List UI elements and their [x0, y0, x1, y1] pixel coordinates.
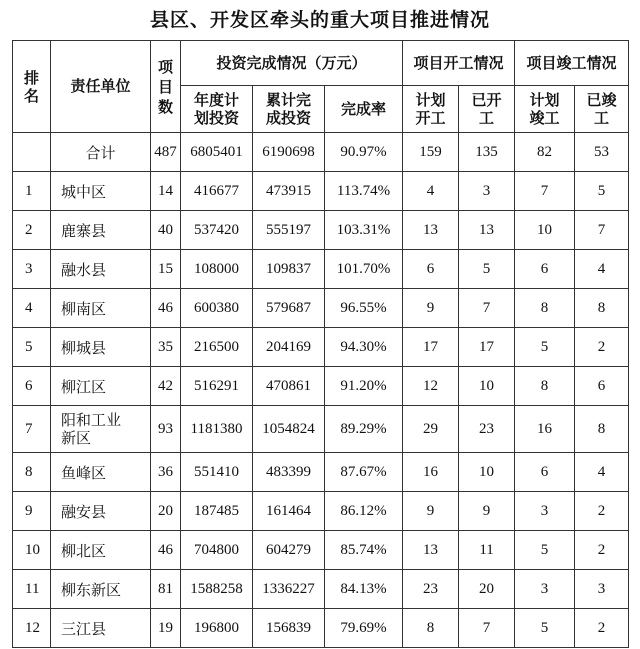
header-started: 已开工 — [459, 86, 515, 133]
plan-start-cell: 6 — [403, 250, 459, 289]
rank-cell: 4 — [13, 289, 51, 328]
page-title: 县区、开发区牵头的重大项目推进情况 — [149, 9, 490, 31]
table-row — [13, 250, 629, 289]
plan-finish-cell: 5 — [515, 609, 575, 648]
rank-cell: 11 — [13, 570, 51, 609]
finished-cell: 4 — [575, 250, 629, 289]
total-annual: 6805401 — [181, 133, 253, 172]
plan-start-cell: 23 — [403, 570, 459, 609]
cumulative-cell: 1336227 — [253, 570, 325, 609]
plan-finish-cell: 16 — [515, 406, 575, 453]
rank-cell: 2 — [13, 211, 51, 250]
finished-cell: 4 — [575, 453, 629, 492]
annual-cell: 537420 — [181, 211, 253, 250]
plan-finish-cell: 7 — [515, 172, 575, 211]
total-plan-start: 159 — [403, 133, 459, 172]
unit-cell: 鱼峰区 — [51, 453, 151, 492]
plan-start-cell: 16 — [403, 453, 459, 492]
header-row-top — [13, 41, 629, 86]
plan-finish-cell: 3 — [515, 570, 575, 609]
header-plan-finish: 计划竣工 — [515, 86, 575, 133]
started-cell: 10 — [459, 453, 515, 492]
plan-finish-cell: 3 — [515, 492, 575, 531]
table-row — [13, 289, 629, 328]
total-cumulative: 6190698 — [253, 133, 325, 172]
annual-cell: 551410 — [181, 453, 253, 492]
count-cell: 81 — [151, 570, 181, 609]
count-cell: 14 — [151, 172, 181, 211]
started-cell: 10 — [459, 367, 515, 406]
table-row-total — [13, 133, 629, 172]
plan-start-cell: 29 — [403, 406, 459, 453]
table-row — [13, 172, 629, 211]
started-cell: 17 — [459, 328, 515, 367]
plan-start-cell: 9 — [403, 492, 459, 531]
header-cumulative: 累计完成投资 — [253, 86, 325, 133]
plan-finish-cell: 8 — [515, 367, 575, 406]
header-finished: 已竣工 — [575, 86, 629, 133]
unit-cell: 柳南区 — [51, 289, 151, 328]
count-cell: 46 — [151, 531, 181, 570]
cumulative-cell: 204169 — [253, 328, 325, 367]
count-cell: 40 — [151, 211, 181, 250]
started-cell: 7 — [459, 289, 515, 328]
plan-finish-cell: 6 — [515, 453, 575, 492]
unit-cell: 融安县 — [51, 492, 151, 531]
annual-cell: 1588258 — [181, 570, 253, 609]
table-row — [13, 367, 629, 406]
plan-finish-cell: 5 — [515, 328, 575, 367]
table-row — [13, 211, 629, 250]
total-label: 合计 — [51, 133, 151, 172]
plan-start-cell: 17 — [403, 328, 459, 367]
rank-cell: 7 — [13, 406, 51, 453]
cumulative-cell: 470861 — [253, 367, 325, 406]
table-row — [13, 492, 629, 531]
table-row — [13, 531, 629, 570]
rank-cell: 12 — [13, 609, 51, 648]
plan-finish-cell: 5 — [515, 531, 575, 570]
cumulative-cell: 579687 — [253, 289, 325, 328]
rank-cell: 8 — [13, 453, 51, 492]
unit-cell: 三江县 — [51, 609, 151, 648]
rank-cell: 9 — [13, 492, 51, 531]
header-investment-group: 投资完成情况（万元） — [181, 41, 403, 86]
annual-cell: 416677 — [181, 172, 253, 211]
count-cell: 93 — [151, 406, 181, 453]
rate-cell: 89.29% — [325, 406, 403, 453]
rank-cell: 1 — [13, 172, 51, 211]
plan-start-cell: 4 — [403, 172, 459, 211]
unit-cell: 城中区 — [51, 172, 151, 211]
cumulative-cell: 1054824 — [253, 406, 325, 453]
table-row — [13, 570, 629, 609]
total-rate: 90.97% — [325, 133, 403, 172]
unit-cell: 柳城县 — [51, 328, 151, 367]
header-project-count: 项目数 — [151, 41, 181, 133]
finished-cell: 8 — [575, 289, 629, 328]
count-cell: 20 — [151, 492, 181, 531]
rank-cell: 5 — [13, 328, 51, 367]
finished-cell: 3 — [575, 570, 629, 609]
count-cell: 35 — [151, 328, 181, 367]
table-row — [13, 453, 629, 492]
started-cell: 9 — [459, 492, 515, 531]
finished-cell: 2 — [575, 492, 629, 531]
rank-cell: 3 — [13, 250, 51, 289]
header-finish-group: 项目竣工情况 — [515, 41, 629, 86]
plan-finish-cell: 6 — [515, 250, 575, 289]
plan-start-cell: 13 — [403, 531, 459, 570]
plan-start-cell: 12 — [403, 367, 459, 406]
finished-cell: 2 — [575, 609, 629, 648]
plan-start-cell: 9 — [403, 289, 459, 328]
plan-finish-cell: 10 — [515, 211, 575, 250]
count-cell: 36 — [151, 453, 181, 492]
unit-cell: 柳北区 — [51, 531, 151, 570]
plan-start-cell: 13 — [403, 211, 459, 250]
unit-cell: 阳和工业新区 — [51, 406, 151, 453]
annual-cell: 516291 — [181, 367, 253, 406]
unit-cell: 融水县 — [51, 250, 151, 289]
rate-cell: 87.67% — [325, 453, 403, 492]
annual-cell: 704800 — [181, 531, 253, 570]
cumulative-cell: 161464 — [253, 492, 325, 531]
count-cell: 42 — [151, 367, 181, 406]
annual-cell: 187485 — [181, 492, 253, 531]
finished-cell: 7 — [575, 211, 629, 250]
rate-cell: 85.74% — [325, 531, 403, 570]
unit-cell: 鹿寨县 — [51, 211, 151, 250]
total-finished: 53 — [575, 133, 629, 172]
finished-cell: 2 — [575, 531, 629, 570]
rate-cell: 96.55% — [325, 289, 403, 328]
table-body — [13, 133, 629, 648]
count-cell: 19 — [151, 609, 181, 648]
cumulative-cell: 604279 — [253, 531, 325, 570]
cumulative-cell: 156839 — [253, 609, 325, 648]
rate-cell: 91.20% — [325, 367, 403, 406]
cumulative-cell: 555197 — [253, 211, 325, 250]
annual-cell: 108000 — [181, 250, 253, 289]
started-cell: 11 — [459, 531, 515, 570]
started-cell: 13 — [459, 211, 515, 250]
annual-cell: 196800 — [181, 609, 253, 648]
finished-cell: 5 — [575, 172, 629, 211]
cumulative-cell: 109837 — [253, 250, 325, 289]
started-cell: 7 — [459, 609, 515, 648]
header-rank: 排名 — [13, 41, 51, 133]
total-plan-finish: 82 — [515, 133, 575, 172]
cumulative-cell: 473915 — [253, 172, 325, 211]
plan-finish-cell: 8 — [515, 289, 575, 328]
header-plan-start: 计划开工 — [403, 86, 459, 133]
started-cell: 3 — [459, 172, 515, 211]
header-unit: 责任单位 — [51, 41, 151, 133]
annual-cell: 600380 — [181, 289, 253, 328]
rate-cell: 94.30% — [325, 328, 403, 367]
table-row — [13, 328, 629, 367]
count-cell: 15 — [151, 250, 181, 289]
unit-cell: 柳东新区 — [51, 570, 151, 609]
header-annual-plan: 年度计划投资 — [181, 86, 253, 133]
project-progress-table — [12, 40, 629, 648]
started-cell: 5 — [459, 250, 515, 289]
table-row — [13, 406, 629, 453]
count-cell: 46 — [151, 289, 181, 328]
cumulative-cell: 483399 — [253, 453, 325, 492]
finished-cell: 6 — [575, 367, 629, 406]
rank-cell: 6 — [13, 367, 51, 406]
finished-cell: 2 — [575, 328, 629, 367]
rate-cell: 84.13% — [325, 570, 403, 609]
plan-start-cell: 8 — [403, 609, 459, 648]
total-rank-cell — [13, 133, 51, 172]
rate-cell: 86.12% — [325, 492, 403, 531]
rate-cell: 101.70% — [325, 250, 403, 289]
rate-cell: 113.74% — [325, 172, 403, 211]
total-started: 135 — [459, 133, 515, 172]
header-completion-rate: 完成率 — [325, 86, 403, 133]
finished-cell: 8 — [575, 406, 629, 453]
started-cell: 20 — [459, 570, 515, 609]
annual-cell: 216500 — [181, 328, 253, 367]
rank-cell: 10 — [13, 531, 51, 570]
rate-cell: 79.69% — [325, 609, 403, 648]
unit-cell: 柳江区 — [51, 367, 151, 406]
table-row — [13, 609, 629, 648]
header-start-group: 项目开工情况 — [403, 41, 515, 86]
rate-cell: 103.31% — [325, 211, 403, 250]
total-count: 487 — [151, 133, 181, 172]
annual-cell: 1181380 — [181, 406, 253, 453]
started-cell: 23 — [459, 406, 515, 453]
